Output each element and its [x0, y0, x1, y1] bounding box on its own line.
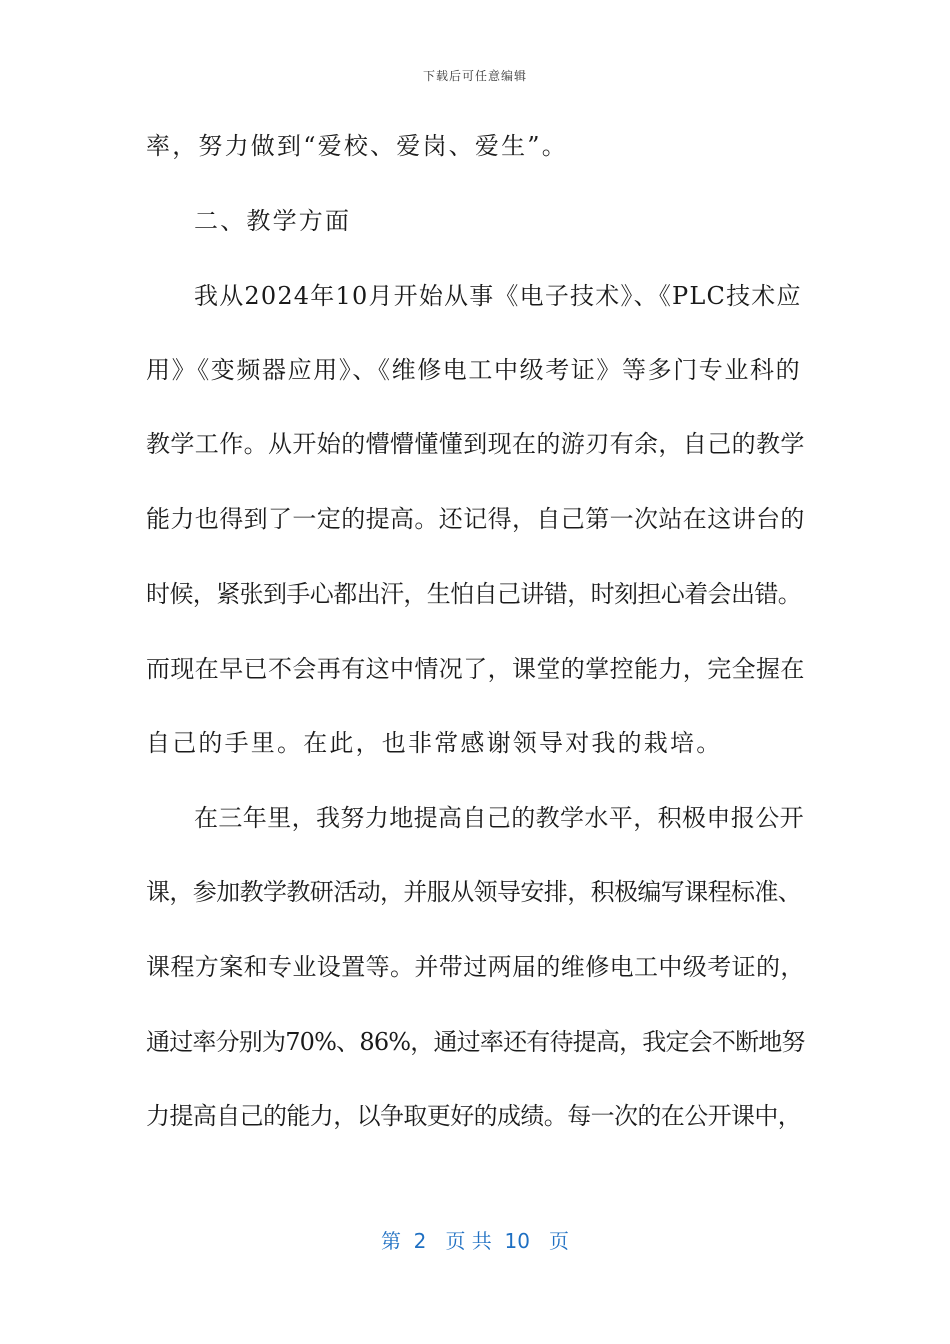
page-number-footer: 第 2 页 共 10 页	[380, 1229, 570, 1253]
paragraph-line: 通过率分别为70%、86%，通过率还有待提高，我定会不断地努	[146, 1028, 805, 1056]
paragraph-line: 而现在早已不会再有这中情况了，课堂的掌控能力，完全握在	[146, 655, 805, 683]
paragraph-line: 率，努力做到“爱校、爱岗、爱生”。	[146, 132, 568, 160]
paragraph-line: 我从2024年10月开始从事《电子技术》、《PLC技术应	[194, 282, 802, 310]
paragraph-line: 教学工作。从开始的懵懵懂懂到现在的游刃有余，自己的教学	[146, 430, 805, 458]
paragraph-line: 用》《变频器应用》、《维修电工中级考证》等多门专业科的	[146, 356, 802, 384]
paragraph-line: 时候，紧张到手心都出汗，生怕自己讲错，时刻担心着会出错。	[146, 580, 802, 608]
page-header: 下载后可任意编辑	[422, 69, 527, 83]
section-heading: 二、教学方面	[194, 207, 352, 235]
paragraph-line: 力提高自己的能力，以争取更好的成绩。每一次的在公开课中，	[146, 1102, 802, 1130]
paragraph-line: 课程方案和专业设置等。并带过两届的维修电工中级考证的，	[146, 953, 805, 981]
paragraph-line: 自己的手里。在此，也非常感谢领导对我的栽培。	[146, 729, 723, 757]
paragraph-line: 在三年里，我努力地提高自己的教学水平，积极申报公开	[194, 804, 804, 832]
paragraph-line: 能力也得到了一定的提高。还记得，自己第一次站在这讲台的	[146, 505, 805, 533]
paragraph-line: 课，参加教学教研活动，并服从领导安排，积极编写课程标准、	[146, 878, 802, 906]
